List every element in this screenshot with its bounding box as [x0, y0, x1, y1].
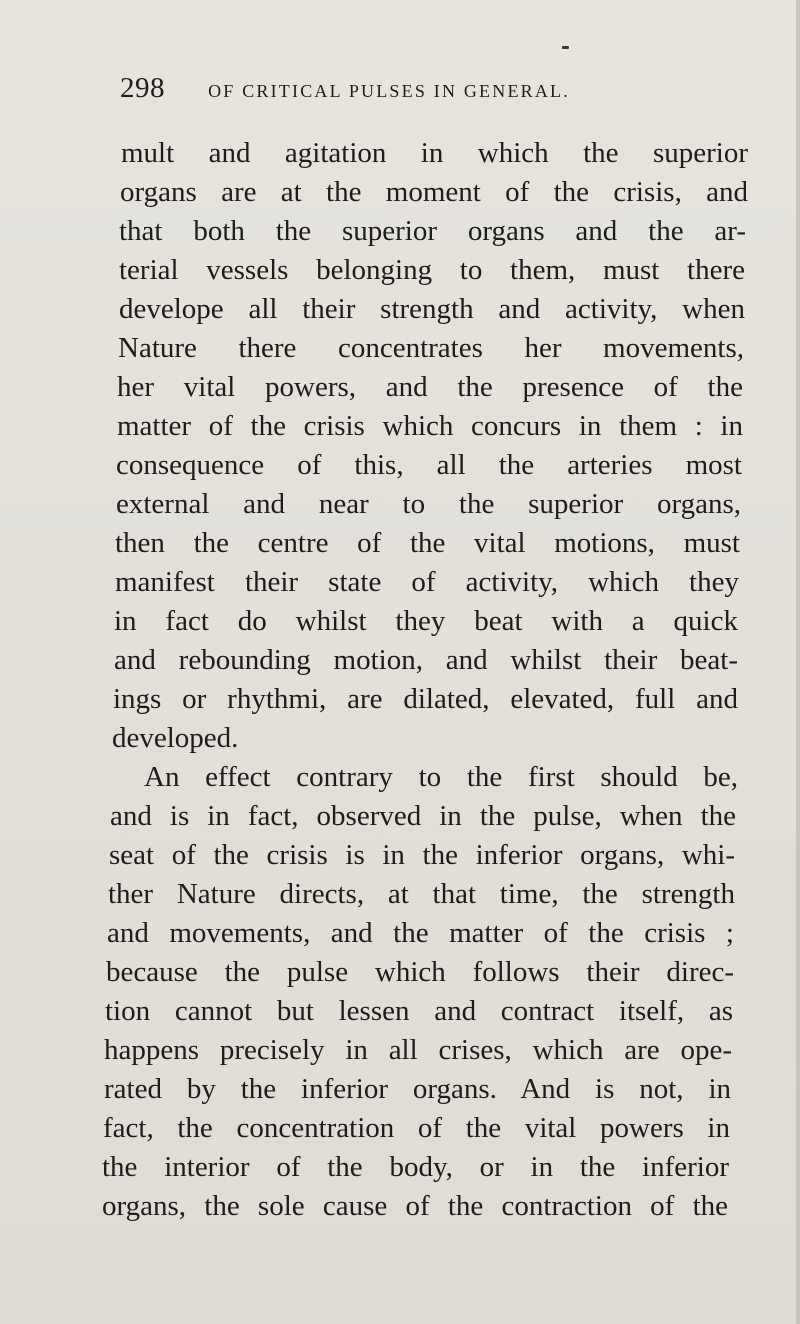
text-line: develope all their strength and activity, when	[119, 293, 745, 325]
text-line: happens precisely in all crises, which are ope-	[104, 1034, 732, 1066]
text-line: ings or rhythmi, are dilated, elevated, full and	[113, 683, 738, 715]
text-line: and movements, and the matter of the crisis ;	[107, 917, 734, 949]
text-line: and is in fact, observed in the pulse, when the	[110, 800, 736, 832]
text-line: consequence of this, all the arteries most	[116, 449, 742, 481]
text-line: then the centre of the vital motions, must	[115, 527, 740, 559]
text-line: fact, the concentration of the vital powers in	[103, 1112, 730, 1144]
page-number: 298	[120, 72, 165, 104]
text-line: because the pulse which follows their direc-	[106, 956, 734, 988]
text-line: and rebounding motion, and whilst their beat-	[114, 644, 738, 676]
ink-mark	[562, 46, 569, 49]
text-line: her vital powers, and the presence of the	[117, 371, 743, 403]
text-line: matter of the crisis which concurs in them : in	[117, 410, 743, 442]
text-line: developed.	[112, 722, 239, 754]
text-line: manifest their state of activity, which they	[115, 566, 739, 598]
text-line: external and near to the superior organs,	[116, 488, 741, 520]
text-line: organs, the sole cause of the contraction of the	[102, 1190, 728, 1222]
running-head	[120, 72, 680, 112]
text-line: in fact do whilst they beat with a quick	[114, 605, 738, 637]
text-line: rated by the inferior organs. And is not, in	[104, 1073, 731, 1105]
body-text	[0, 134, 800, 1226]
text-line: the interior of the body, or in the inferior	[102, 1151, 729, 1183]
text-line: seat of the crisis is in the inferior organs, whi-	[109, 839, 735, 871]
text-line: terial vessels belonging to them, must there	[119, 254, 745, 286]
text-line: that both the superior organs and the ar-	[119, 215, 746, 247]
text-line: An effect contrary to the first should be,	[144, 761, 738, 793]
text-line: tion cannot but lessen and contract itself, as	[105, 995, 733, 1027]
running-title: OF CRITICAL PULSES IN GENERAL.	[208, 81, 570, 101]
text-line: ther Nature directs, at that time, the strength	[108, 878, 735, 910]
text-line: Nature there concentrates her movements,	[118, 332, 744, 364]
text-line: organs are at the moment of the crisis, and	[120, 176, 748, 208]
text-line: mult and agitation in which the superior	[121, 137, 748, 169]
